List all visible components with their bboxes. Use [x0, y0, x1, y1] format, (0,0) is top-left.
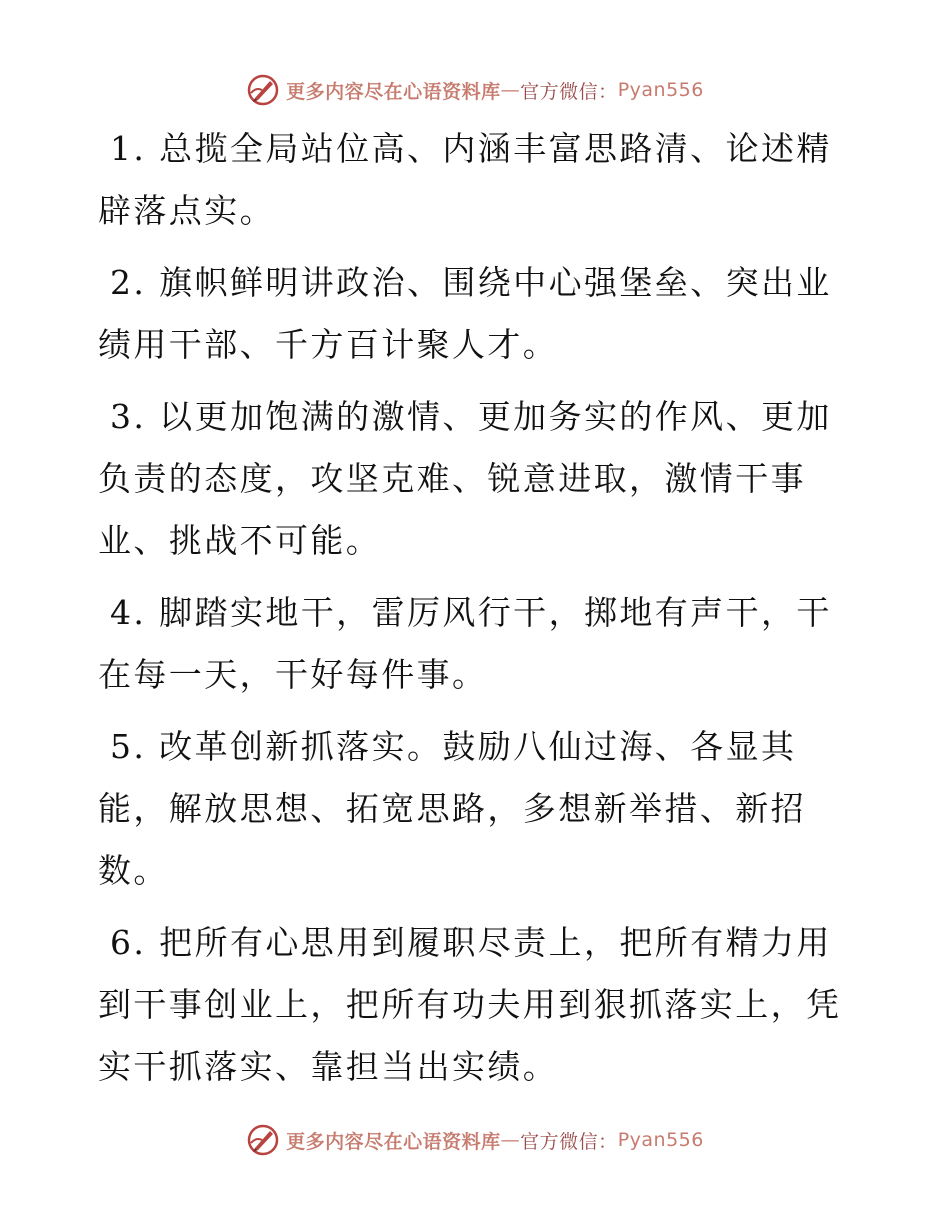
watermark-label: 官方微信： [520, 80, 618, 103]
watermark-dash: — [500, 79, 521, 101]
quill-pen-logo-icon [246, 1123, 280, 1157]
paragraph-5: 5. 改革创新抓落实。鼓励八仙过海、各显其能，解放思想、拓宽思路，多想新举措、新招数。 [98, 727, 806, 890]
paragraph-1: 1. 总揽全局站位高、内涵丰富思路清、论述精辟落点实。 [98, 129, 832, 230]
paragraph-2: 2. 旗帜鲜明讲政治、围绕中心强堡垒、突出业绩用干部、千方百计聚人才。 [98, 263, 832, 364]
paragraph-3: 3. 以更加饱满的激情、更加务实的作风、更加负责的态度，攻坚克难、锐意进取，激情干事业、挑战不可能。 [98, 397, 832, 560]
watermark-wechat-id: Pyan556 [617, 1129, 704, 1151]
watermark-brand: 更多内容尽在心语资料库 [286, 1130, 501, 1153]
footer-watermark [0, 1120, 950, 1160]
quill-pen-logo-icon [246, 73, 280, 107]
paragraph-4: 4. 脚踏实地干，雷厉风行干，掷地有声干，干在每一天，干好每件事。 [98, 593, 832, 694]
watermark-wechat-id: Pyan556 [617, 79, 704, 101]
document-body [98, 118, 858, 1108]
paragraph-6: 6. 把所有心思用到履职尽责上，把所有精力用到干事创业上，把所有功夫用到狠抓落实上，凭实干抓落实、靠担当出实绩。 [98, 923, 842, 1086]
watermark-brand: 更多内容尽在心语资料库 [286, 80, 501, 103]
watermark-dash: — [500, 1129, 521, 1151]
header-watermark [0, 70, 950, 110]
watermark-label: 官方微信： [520, 1130, 618, 1153]
